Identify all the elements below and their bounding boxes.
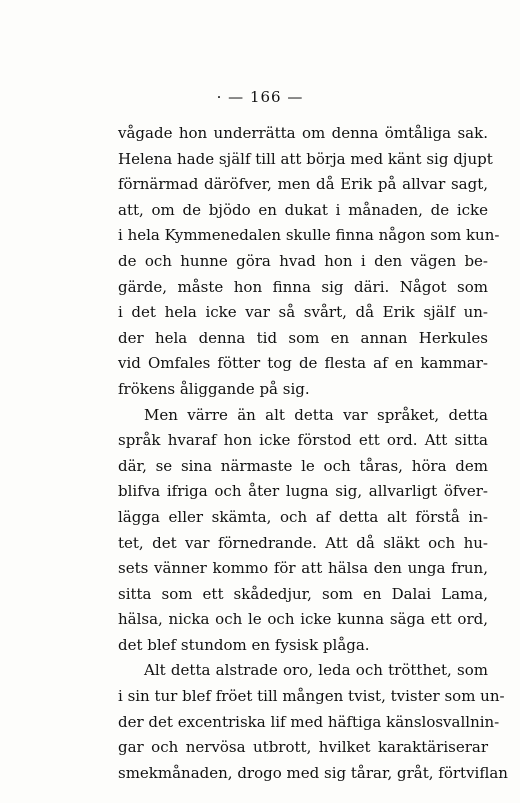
text-line: Men värre än alt detta var språket, detta [144, 405, 488, 424]
body-text [118, 121, 508, 786]
text-line: blifva ifriga och åter lugna sig, allvarligt öfver- [118, 482, 488, 501]
text-line: gärde, måste hon finna sig däri. Något som [118, 277, 488, 296]
text-line: förnärmad däröfver, men då Erik på allvar sagt, [118, 175, 488, 194]
text-line: det blef stundom en fysisk plåga. [118, 635, 370, 654]
text-line: där, se sina närmaste le och tåras, höra dem [118, 456, 488, 475]
text-line: sitta som ett skådedjur, som en Dalai Lama, [118, 584, 488, 603]
text-line: gar och nervösa utbrott, hvilket karaktäriserar [118, 738, 488, 757]
text-line: vågade hon underrätta om denna ömtåliga sak. [118, 124, 488, 142]
text-line: smekmånaden, drogo med sig tårar, gråt, förtviflan [118, 763, 508, 782]
page-number: · — 166 — [216, 88, 304, 106]
text-line: sets vänner kommo för att hälsa den unga frun, [118, 559, 488, 578]
text-line: hälsa, nicka och le och icke kunna säga ett ord, [118, 610, 488, 629]
text-line: i det hela icke var så svårt, då Erik själf un- [118, 303, 488, 322]
text-line: i hela Kymmenedalen skulle finna någon som kun- [118, 226, 500, 245]
text-line: Helena hade själf till att börja med känt sig djupt [118, 149, 493, 168]
text-line: frökens åliggande på sig. [118, 379, 310, 398]
text-line: tet, det var förnedrande. Att då släkt och hu- [118, 533, 488, 552]
text-line: lägga eller skämta, och af detta alt förstå in- [118, 507, 488, 526]
text-line: der det excentriska lif med häftiga känslosvallnin- [118, 712, 500, 731]
text-line: de och hunne göra hvad hon i den vägen be- [118, 251, 488, 270]
text-line: der hela denna tid som en annan Herkules [118, 328, 488, 347]
text-line: Alt detta alstrade oro, leda och trötthet, som [144, 661, 488, 680]
text-line: vid Omfales fötter tog de flesta af en kammar- [118, 354, 488, 373]
text-line: i sin tur blef fröet till mången tvist, tvister som un- [118, 687, 505, 706]
text-line: språk hvaraf hon icke förstod ett ord. Att sitta [118, 431, 488, 450]
text-line: att, om de bjödo en dukat i månaden, de icke [118, 200, 488, 219]
